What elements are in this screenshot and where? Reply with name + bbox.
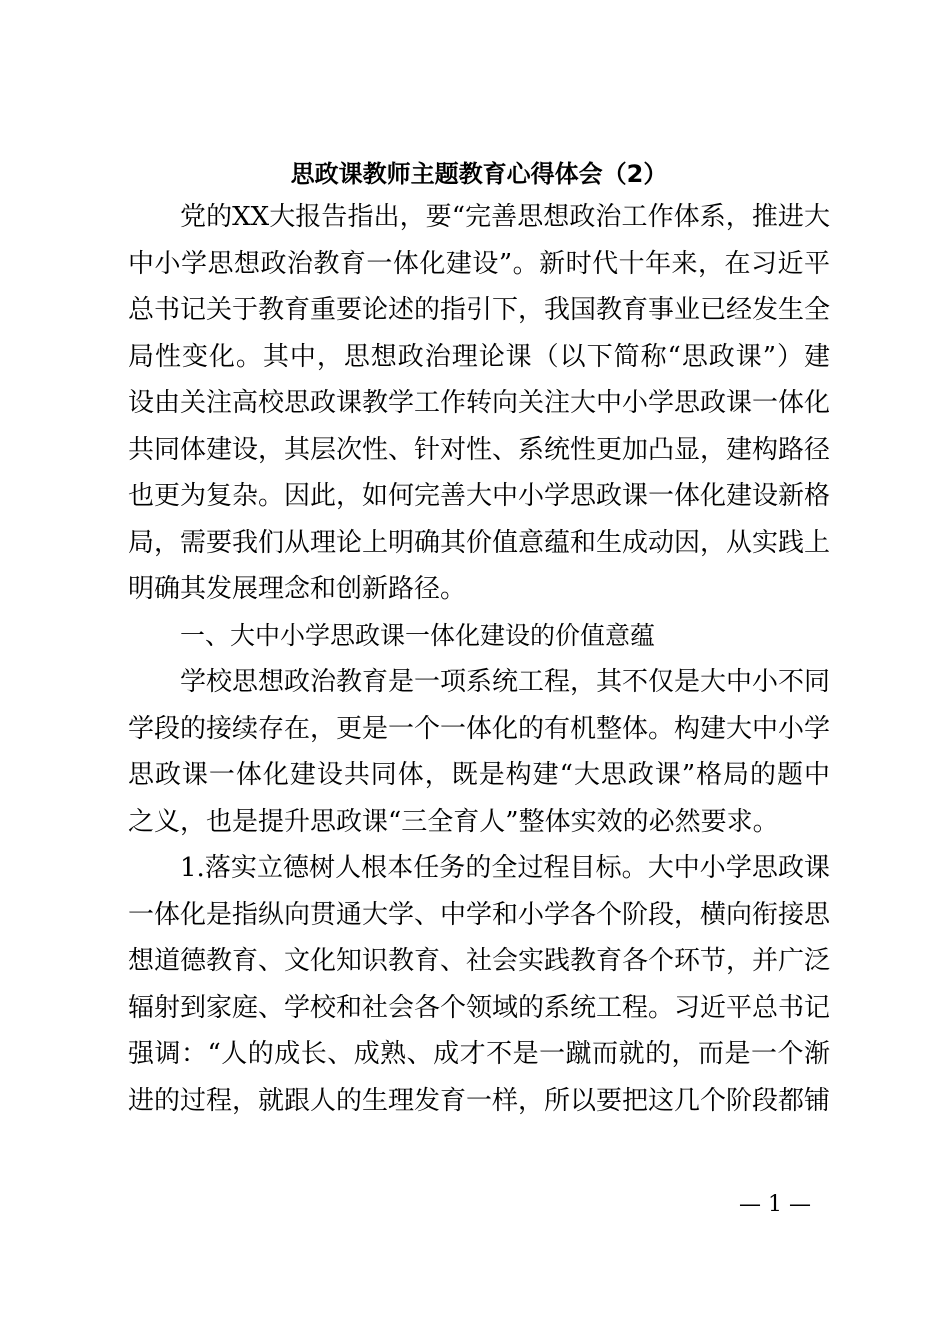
page-number: — 1 — [739, 1192, 811, 1217]
document-title: 思政课教师主题教育心得体会（2） [290, 160, 668, 188]
paragraph-section-1: 学校思想政治教育是一项系统工程，其不仅是大中小不同学段的接续存在，更是一个一体化的有机整体。构建大中小学思政课一体化建设共同体，既是构建“大思政课”格局的题中之义，也是提升思政课“三全育人”整体实效的必然要求。 [128, 667, 831, 837]
section-heading-1: 一、大中小学思政课一体化建设的价值意蕴 [180, 620, 656, 650]
paragraph-intro: 党的XX大报告指出，要“完善思想政治工作体系，推进大中小学思想政治教育一体化建设”。新时代十年来，在习近平总书记关于教育重要论述的指引下，我国教育事业已经发生全局性变化。其中，思想政治理论课（以下简称“思政课”）建设由关注高校思政课教学工作转向关注大中小学思政课一体化共同体建设，其层次性、针对性、系统性更加凸显，建构路径也更为复杂。因此，如何完善大中小学思政课一体化建设新格局，需要我们从理论上明确其价值意蕴和生成动因，从实践上明确其发展理念和创新路径。 [128, 202, 831, 604]
document-body [128, 154, 830, 1124]
paragraph-point-1: 1.落实立德树人根本任务的全过程目标。大中小学思政课一体化是指纵向贯通大学、中学和小学各个阶段，横向衔接思想道德教育、文化知识教育、社会实践教育各个环节，并广泛辐射到家庭、学校和社会各个领域的系统工程。习近平总书记强调：“人的成长、成熟、成才不是一蹴而就的，而是一个渐进的过程，就跟人的生理发育一样，所以要把这几个阶段都铺 [128, 853, 831, 1116]
